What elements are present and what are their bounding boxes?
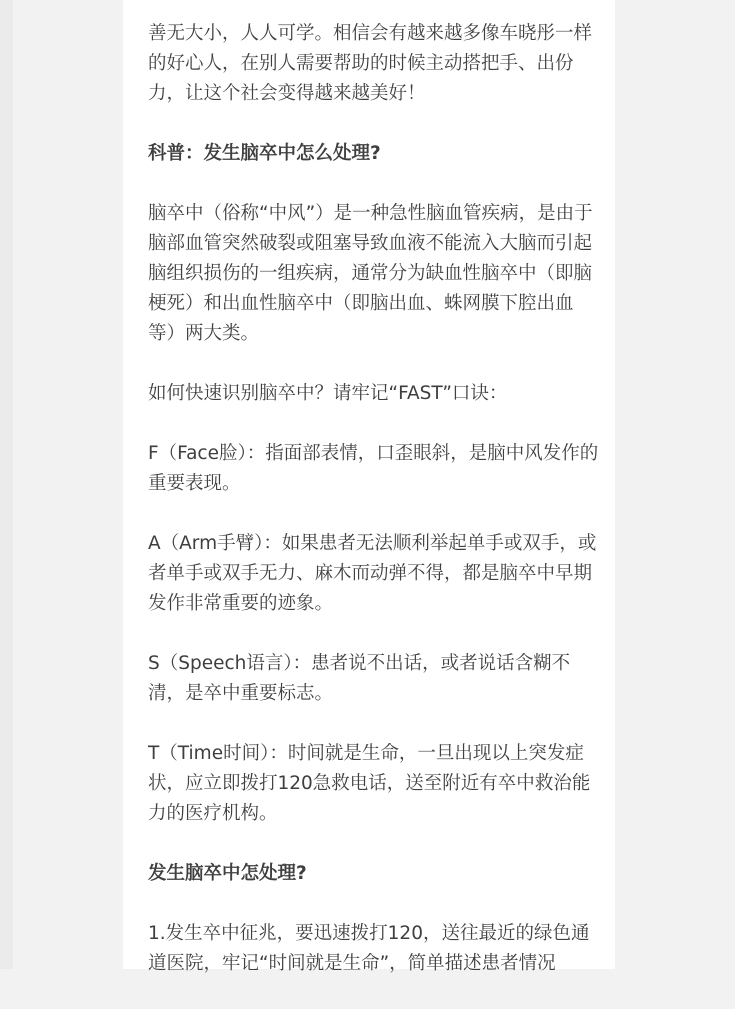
fast-s-paragraph: S（Speech语言）：患者说不出话，或者说话含糊不清，是卒中重要标志。 [148,653,571,704]
fast-a-paragraph: A（Arm手臂）：如果患者无法顺利举起单手或双手，或者单手或双手无力、麻木而动弹不得，都是脑卒中早期发作非常重要的迹象。 [148,533,597,614]
fast-f-paragraph: F（Face脸）：指面部表情，口歪眼斜，是脑中风发作的重要表现。 [148,443,599,494]
article-body [148,19,600,1009]
article-page [123,0,615,974]
handle-heading: 发生脑卒中怎处理? [148,863,307,884]
step-1-paragraph: 1.发生卒中征兆，要迅速拨打120，送往最近的绿色通道医院，牢记“时间就是生命”，简单描述患者情况 [148,923,590,974]
definition-paragraph: 脑卒中（俗称“中风”）是一种急性脑血管疾病，是由于脑部血管突然破裂或阻塞导致血液不能流入大脑而引起脑组织损伤的一组疾病，通常分为缺血性脑卒中（即脑梗死）和出血性脑卒中（即脑出血、蛛网膜下腔出血等）两大类。 [148,203,593,344]
fast-intro-paragraph: 如何快速识别脑卒中？请牢记“FAST”口诀： [148,383,508,404]
science-heading: 科普：发生脑卒中怎么处理? [148,143,381,164]
fast-t-paragraph: T（Time时间）：时间就是生命，一旦出现以上突发症状，应立即拨打120急救电话，送至附近有卒中救治能力的医疗机构。 [148,743,591,824]
intro-paragraph: 善无大小，人人可学。相信会有越来越多像车晓彤一样的好心人，在别人需要帮助的时候主动搭把手、出份力，让这个社会变得越来越美好！ [148,23,593,104]
left-gutter [0,0,13,969]
